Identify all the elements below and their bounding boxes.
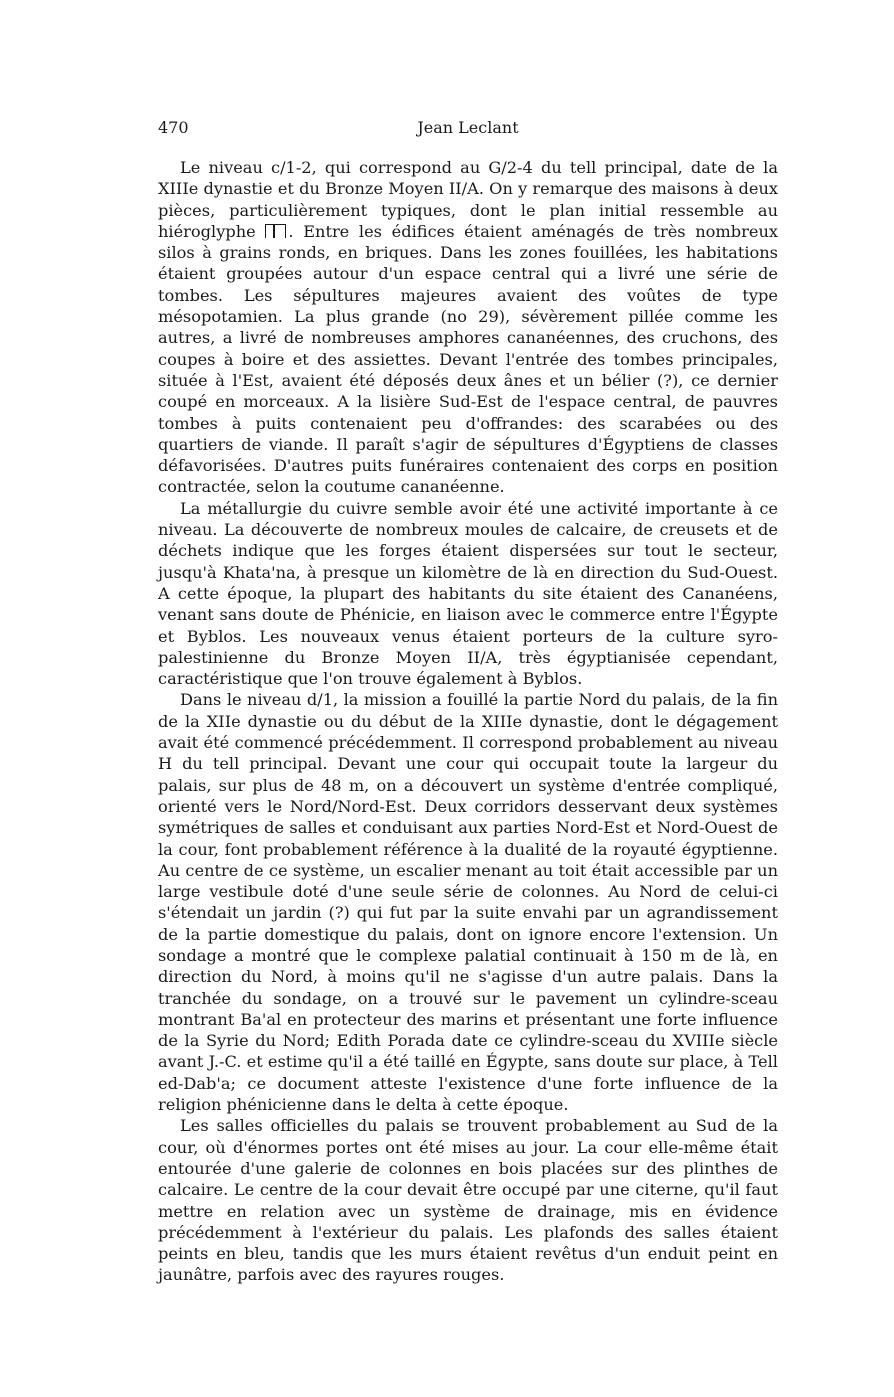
paragraph-1-text-b: . Entre les édifices étaient aménagés de très nombreux silos à grains ronds, en briques. Dans les zones fouillées, les habitations étaient groupées autour d'un espace central qui a livré une série de tombes. Les sépultures majeures avaient des voûtes de type mésopotamien. La plus grande (no 29), sévèrement pillée comme les autres, a livré de nombreuses amphores cananéennes, des cruchons, des coupes à boire et des assiettes. Devant l'entrée des tombes principales, située à l'Est, avaient été déposés deux ânes et un bélier (?), ce dernier coupé en morceaux. A la lisière Sud-Est de l'espace central, de pauvres tombes à puits contenaient peu d'offrandes: des scarabées ou des quartiers de viande. Il paraît s'agir de sépultures d'Égyptiens de classes défavorisées. D'autres puits funéraires contenaient des corps en position contractée, selon la coutume cananéenne. (158, 221, 778, 497)
paragraph-1 (158, 157, 778, 498)
page-number: 470 (158, 118, 189, 137)
page-header (158, 118, 778, 142)
article-body (158, 157, 778, 1286)
paragraph-4: Les salles officielles du palais se trouvent probablement au Sud de la cour, où d'énormes portes ont été mises au jour. La cour elle-même était entourée d'une galerie de colonnes en bois placées sur des plinthes de calcaire. Le centre de la cour devait être occupé par une citerne, qu'il faut mettre en relation avec un système de drainage, mis en évidence précédemment à l'extérieur du palais. Les plafonds des salles étaient peints en bleu, tandis que les murs étaient revêtus d'un enduit peint en jaunâtre, parfois avec des rayures rouges. (158, 1116, 778, 1285)
paragraph-2: La métallurgie du cuivre semble avoir été une activité importante à ce niveau. La découverte de nombreux moules de calcaire, de creusets et de déchets indique que les forges étaient dispersées sur tout le secteur, jusqu'à Khata'na, à presque un kilomètre de là en direction du Sud-Ouest. A cette époque, la plupart des habitants du site étaient des Cananéens, venant sans doute de Phénicie, en liaison avec le commerce entre l'Égypte et Byblos. Les nouveaux venus étaient porteurs de la culture syro-palestinienne du Bronze Moyen II/A, très égyptianisée cependant, caractéristique que l'on trouve également à Byblos. (158, 498, 778, 689)
paragraph-1-text-a: Le niveau c/1-2, qui correspond au G/2-4 du tell principal, date de la XIIIe dynastie et du Bronze Moyen II/A. On y remarque des maisons à deux pièces, particulièrement typiques, dont le plan initial ressemble au hiéroglyphe (158, 158, 778, 241)
running-head: Jean Leclant (417, 118, 519, 137)
paragraph-3: Dans le niveau d/1, la mission a fouillé la partie Nord du palais, de la fin de la XIIe dynastie ou du début de la XIIIe dynastie, dont le dégagement avait été commencé précédemment. Il correspond probablement au niveau H du tell principal. Devant une cour qui occupait toute la largeur du palais, sur plus de 48 m, on a découvert un système d'entrée compliqué, orienté vers le Nord/Nord-Est. Deux corridors desservant deux systèmes symétriques de salles et conduisant aux parties Nord-Est et Nord-Ouest de la cour, font probablement référence à la dualité de la royauté égyptienne. Au centre de ce système, un escalier menant au toit était accessible par un large vestibule doté d'une seule série de colonnes. Au Nord de celui-ci s'étendait un jardin (?) qui fut par la suite envahi par un agrandissement de la partie domestique du palais, dont on ignore encore l'extension. Un sondage a montré que le complexe palatial continuait à 150 m de là, en direction du Nord, à moins qu'il ne s'agisse d'un autre palais. Dans la tranchée du sondage, on a trouvé sur le pavement un cylindre-sceau montrant Ba'al en protecteur des marins et présentant une forte influence de la Syrie du Nord; Edith Porada date ce cylindre-sceau du XVIIIe siècle avant J.-C. et estime qu'il a été taillé en Égypte, sans doute sur place, à Tell ed-Dab'a; ce document atteste l'existence d'une forte influence de la religion phénicienne dans le delta à cette époque. (158, 690, 778, 1115)
hieroglyph-house-icon (265, 224, 286, 238)
